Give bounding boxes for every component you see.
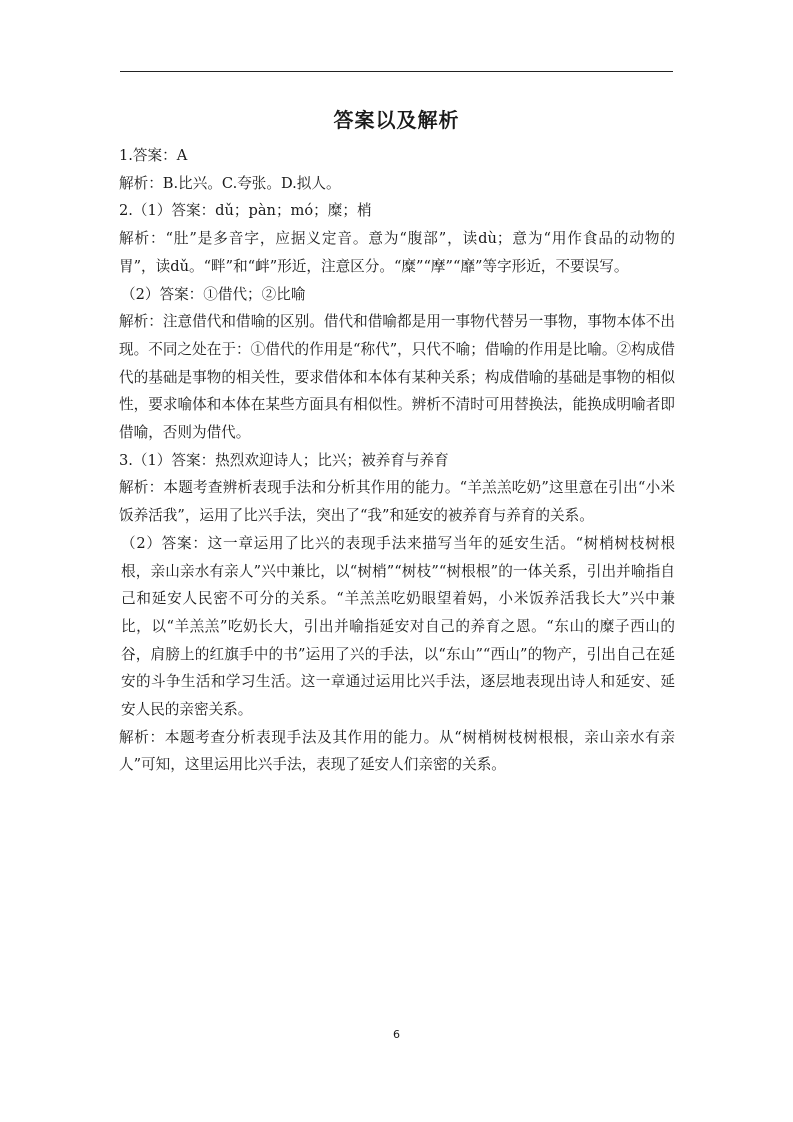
analysis-2-2: 解析：注意借代和借喻的区别。借代和借喻都是用一事物代替另一事物，事物本体不出现。不同之处在于：①借代的作用是“称代”，只代不喻；借喻的作用是比喻。②构成借代的基础是事物的相关性，要求借体和本体有某种关系；构成借喻的基础是事物的相似性，要求喻体和本体在某些方面具有相似性。辨析不清时可用替换法，能换成明喻者即借喻，否则为借代。 — [119, 313, 675, 442]
analysis-2-1: 解析：“肚”是多音字，应据义定音。意为“腹部”，读dù；意为“用作食品的动物的胃”，读dǔ。“畔”和“衅”形近，注意区分。“糜”“摩”“靡”等字形近，不要误写。 — [119, 230, 675, 275]
analysis-3-1: 解析：本题考查辨析表现手法和分析其作用的能力。“羊羔羔吃奶”这里意在引出“小米饭养活我”，运用了比兴手法，突出了“我”和延安的被养育与养育的关系。 — [119, 479, 675, 525]
analysis-1: 解析：B.比兴。C.夸张。D.拟人。 — [119, 174, 341, 192]
answer-content — [119, 142, 675, 779]
analysis-3-2: 解析：本题考查分析表现手法及其作用的能力。从“树梢树枝树根根，亲山亲水有亲人”可知，这里运用比兴手法，表现了延安人们亲密的关系。 — [119, 728, 675, 774]
answer-2-2: （2）答案：①借代；②比喻 — [121, 285, 306, 303]
answer-1: 1.答案：A — [119, 147, 188, 164]
answer-3-2: （2）答案：这一章运用了比兴的表现手法来描写当年的延安生活。“树梢树枝树根根，亲山亲水有亲人”兴中兼比，以“树梢”“树枝”“树根根”的一体关系，引出并喻指自己和延安人民密不可分的关系。“羊羔羔吃奶眼望着妈，小米饭养活我长大”兴中兼比，以“羊羔羔”吃奶长大，引出并喻指延安对自己的养育之恩。“东山的糜子西山的谷，肩膀上的红旗手中的书”运用了兴的手法，以“东山”“西山”的物产，引出自己在延安的斗争生活和学习生活。这一章通过运用比兴手法，逐层地表现出诗人和延安、延安人民的亲密关系。 — [121, 534, 675, 719]
answer-2-1: 2.（1）答案：dǔ；pàn；mó；糜；梢 — [119, 202, 372, 220]
page-title: 答案以及解析 — [333, 108, 460, 132]
page-number: 6 — [393, 1028, 400, 1041]
header-rule — [120, 71, 673, 72]
answer-3-1: 3.（1）答案：热烈欢迎诗人；比兴；被养育与养育 — [119, 451, 449, 469]
